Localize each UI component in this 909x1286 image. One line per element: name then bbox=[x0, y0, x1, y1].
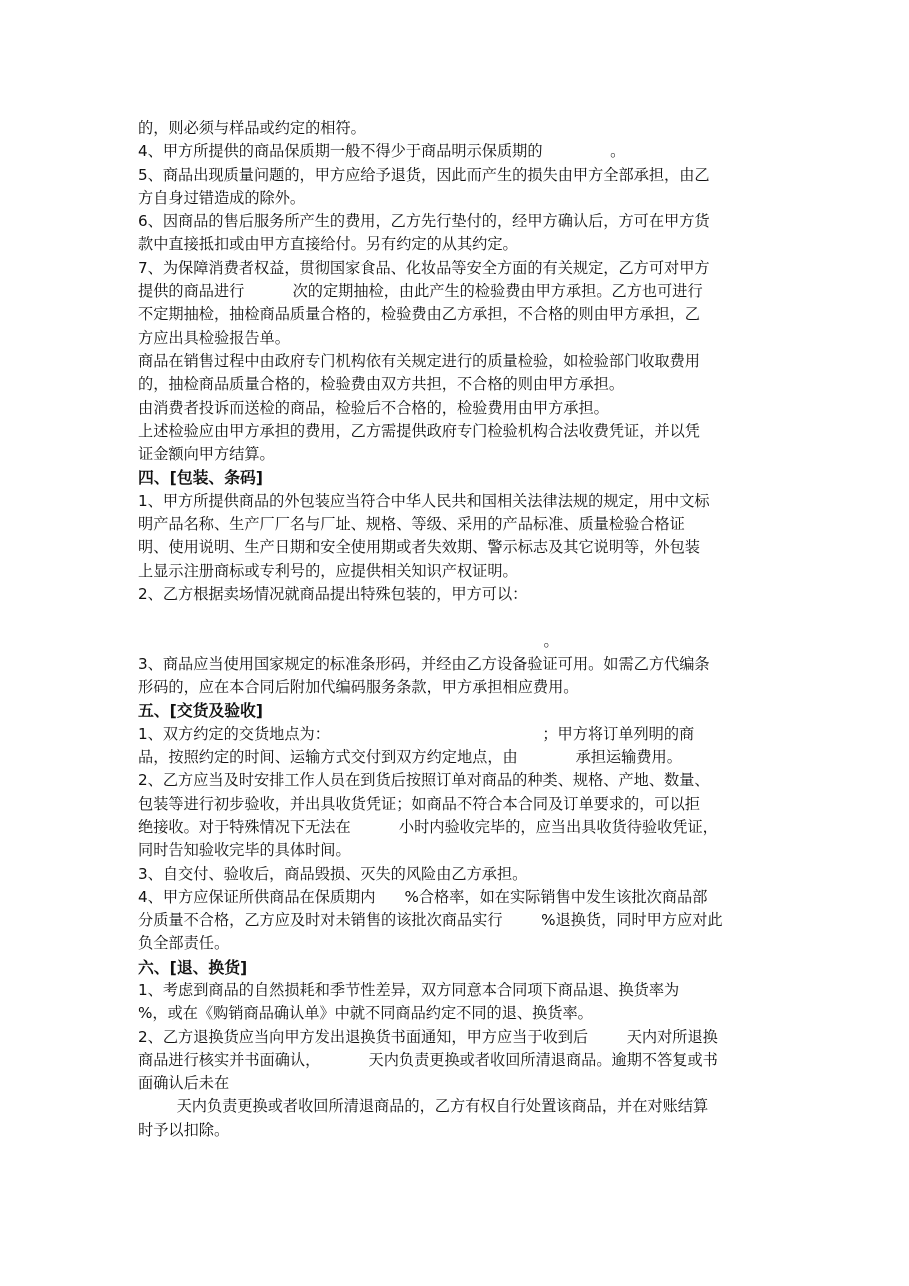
text-line: 负全部责任。 bbox=[138, 934, 230, 953]
text-line: 面确认后未在 bbox=[138, 1074, 230, 1093]
text-line: 由消费者投诉而送检的商品，检验后不合格的，检验费用由甲方承担。 bbox=[138, 398, 609, 417]
text-line: 品，按照约定的时间、运输方式交付到双方约定地点，由 承担运输费用。 bbox=[138, 748, 682, 767]
section-heading: 四、[包装、条码] bbox=[138, 468, 264, 488]
text-line: 4、甲方所提供的商品保质期一般不得少于商品明示保质期的 。 bbox=[138, 142, 626, 161]
text-line: 2、乙方应当及时安排工作人员在到货后按照订单对商品的种类、规格、产地、数量、 bbox=[138, 771, 710, 790]
section-heading: 六、[退、换货] bbox=[138, 957, 248, 977]
text-line: 3、自交付、验收后，商品毁损、灭失的风险由乙方承担。 bbox=[138, 864, 528, 883]
text-line: 3、商品应当使用国家规定的标准条形码，并经由乙方设备验证可用。如需乙方代编条 bbox=[138, 654, 710, 673]
text-line: 不定期抽检，抽检商品质量合格的，检验费由乙方承担，不合格的则由甲方承担，乙 bbox=[138, 305, 700, 324]
text-line: 商品在销售过程中由政府专门机构依有关规定进行的质量检验，如检验部门收取费用 bbox=[138, 351, 700, 370]
text-line: 明产品名称、生产厂厂名与厂址、规格、等级、采用的产品标准、质量检验合格证 bbox=[138, 515, 685, 534]
text-line: 1、甲方所提供商品的外包装应当符合中华人民共和国相关法律法规的规定，用中文标 bbox=[138, 491, 710, 510]
text-line: 6、因商品的售后服务所产生的费用，乙方先行垫付的，经甲方确认后，方可在甲方货 bbox=[138, 212, 710, 231]
document-page bbox=[138, 117, 774, 1142]
text-line: 同时告知验收完毕的具体时间。 bbox=[138, 841, 351, 860]
text-line: 1、考虑到商品的自然损耗和季节性差异，双方同意本合同项下商品退、换货率为 bbox=[138, 980, 680, 999]
text-line: 上显示注册商标或专利号的，应提供相关知识产权证明。 bbox=[138, 561, 518, 580]
text-line: 提供的商品进行 次的定期抽检，由此产生的检验费由甲方承担。乙方也可进行 bbox=[138, 282, 703, 301]
text-line: 商品进行核实并书面确认， 天内负责更换或者收回所清退商品。逾期不答复或书 bbox=[138, 1050, 718, 1069]
text-line: 7、为保障消费者权益，贯彻国家食品、化妆品等安全方面的有关规定，乙方可对甲方 bbox=[138, 258, 710, 277]
text-line: 方应出具检验报告单。 bbox=[138, 328, 290, 347]
text-line: 证金额向甲方结算。 bbox=[138, 445, 275, 464]
text-line: 款中直接抵扣或由甲方直接给付。另有约定的从其约定。 bbox=[138, 235, 518, 254]
text-line: 包装等进行初步验收，并出具收货凭证；如商品不符合本合同及订单要求的，可以拒 bbox=[138, 794, 700, 813]
text-line: 时予以扣除。 bbox=[138, 1120, 230, 1139]
text-line: 4、甲方应保证所供商品在保质期内 %合格率，如在实际销售中发生该批次商品部 bbox=[138, 887, 708, 906]
text-line: 绝接收。对于特殊情况下无法在 小时内验收完毕的，应当出具收货待验收凭证， bbox=[138, 817, 718, 836]
text-line: 2、乙方根据卖场情况就商品提出特殊包装的，甲方可以： bbox=[138, 584, 528, 603]
text-line: 的，抽检商品质量合格的，检验费由双方共担，不合格的则由甲方承担。 bbox=[138, 375, 624, 394]
text-line: 天内负责更换或者收回所清退商品的，乙方有权自行处置该商品，并在对账结算 bbox=[138, 1097, 709, 1116]
text-line: 1、双方约定的交货地点为： ；甲方将订单列明的商 bbox=[138, 724, 695, 743]
text-line: 形码的，应在本合同后附加代编码服务条款，甲方承担相应费用。 bbox=[138, 678, 579, 697]
text-line: 5、商品出现质量问题的，甲方应给予退货，因此而产生的损失由甲方全部承担，由乙 bbox=[138, 165, 710, 184]
text-line: 。 bbox=[138, 631, 559, 650]
text-line bbox=[138, 606, 774, 629]
text-line: %，或在《购销商品确认单》中就不同商品约定不同的退、换货率。 bbox=[138, 1004, 593, 1023]
text-line: 上述检验应由甲方承担的费用，乙方需提供政府专门检验机构合法收费凭证，并以凭 bbox=[138, 421, 700, 440]
text-line: 方自身过错造成的除外。 bbox=[138, 188, 306, 207]
text-line: 分质量不合格，乙方应及时对未销售的该批次商品实行 %退换货，同时甲方应对此 bbox=[138, 911, 723, 930]
section-heading: 五、[交货及验收] bbox=[138, 701, 264, 721]
text-line: 的，则必须与样品或约定的相符。 bbox=[138, 119, 366, 137]
text-line: 2、乙方退换货应当向甲方发出退换货书面通知，甲方应当于收到后 天内对所退换 bbox=[138, 1027, 718, 1046]
text-line: 明、使用说明、生产日期和安全使用期或者失效期、警示标志及其它说明等，外包装 bbox=[138, 538, 700, 557]
